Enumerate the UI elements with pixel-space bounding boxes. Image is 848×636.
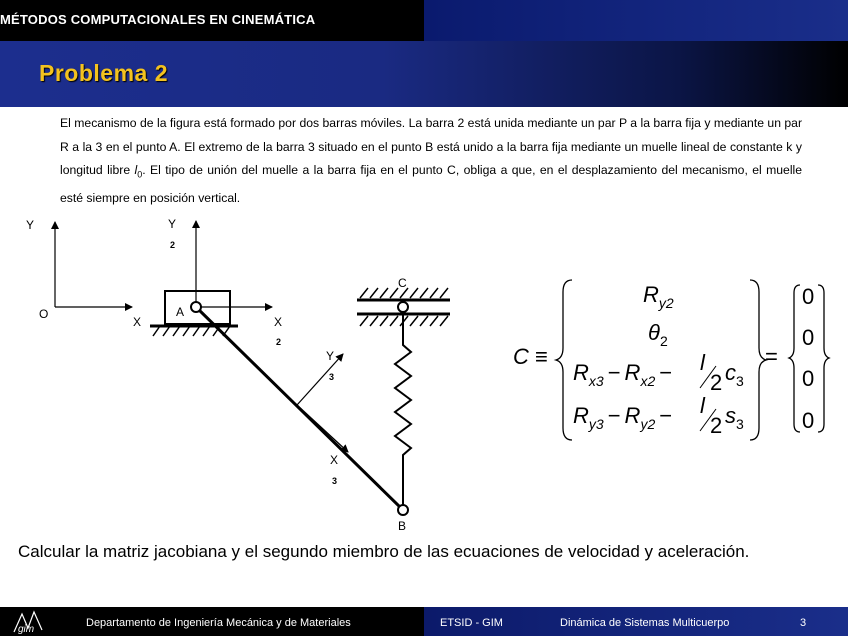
local-y3-axis [297,354,343,405]
local-x3-axis [297,405,348,452]
eq-row-4-num: l [700,393,705,418]
eq-equals: = [765,344,778,369]
right-brace [750,280,766,440]
rhs-left-brace [789,285,800,432]
joint-B [398,505,408,515]
joint-C [398,302,408,312]
rhs-row-1: 0 [802,284,815,309]
equation-lhs: C ≡ [513,344,548,369]
free-length-symbol: l [134,163,138,177]
gim-logo [10,608,50,635]
rhs-right-brace [818,285,829,432]
label-Y3-sub: 3 [329,372,335,382]
rhs-row-2: 0 [802,325,815,350]
label-Y2: Y [168,217,177,231]
rhs-row-4: 0 [802,408,815,433]
footer-school: ETSID - GIM [440,617,503,629]
footer-page-number: 3 [800,617,807,629]
label-X2-sub: 2 [276,337,282,347]
label-A: A [176,305,185,319]
label-C: C [398,276,407,290]
course-title: MÉTODOS COMPUTACIONALES EN CINEMÁTICA [0,12,316,27]
gim-logo-text: gim [18,624,35,635]
eq-row-4-term: $s_3$ [725,403,744,432]
footer-department: Departamento de Ingeniería Mecánica y de Materiales [86,617,351,629]
spring [395,312,411,505]
statement-line-3-post: . El tipo de unión del muelle a la barra fija en el punto C, [142,163,460,177]
label-Y3: Y [326,349,335,363]
joint-A [191,302,201,312]
bar-3 [196,307,403,510]
eq-row-4: $R_{y3} - R_{y2}$ − [573,403,673,432]
label-O: O [39,307,49,321]
label-X3-sub: 3 [332,476,338,486]
eq-row-1: $R_{y2}$ [643,282,674,311]
problem-statement [60,112,802,210]
eq-row-2: $\theta_2$ [648,320,668,349]
eq-row-3-num: l [700,350,705,375]
eq-row-3-term: $c_3$ [725,360,744,389]
left-brace [556,280,572,440]
eq-row-4-den: 2 [710,413,723,438]
task-text: Calcular la matriz jacobiana y el segundo miembro de las ecuaciones de velocidad y aceleración. [18,542,750,561]
free-length-subscript: 0 [137,169,143,180]
label-X: X [133,315,142,329]
label-Y: Y [26,218,35,232]
label-X3: X [330,453,339,467]
statement-line-4: obliga a que, en el desplazamiento del mecanismo, el muelle esté siempre en posición vertical. [60,163,803,205]
label-X2: X [274,315,283,329]
constraint-equation [505,270,835,450]
footer-subject: Dinámica de Sistemas Multicuerpo [560,617,730,629]
mechanism-figure [0,200,480,540]
statement-line-3-pre: mediante un muelle lineal de constante k y longitud libre [60,139,802,177]
rhs-row-3: 0 [802,366,815,391]
statement-line-2: y mediante un par R a la 3 en el punto A. El extremo de la barra 3 situado en el punto B está unido a la barra fija [60,116,803,154]
eq-row-3-den: 2 [710,370,723,395]
statement-line-1: El mecanismo de la figura está formado por dos barras móviles. La barra 2 está unida mediante un par P a la barra fija [60,116,701,130]
eq-row-3: $R_{x3} - R_{x2}$ − [573,360,673,389]
problem-title: Problema 2 [39,60,168,86]
label-Y2-sub: 2 [170,240,176,250]
label-B: B [398,519,407,533]
